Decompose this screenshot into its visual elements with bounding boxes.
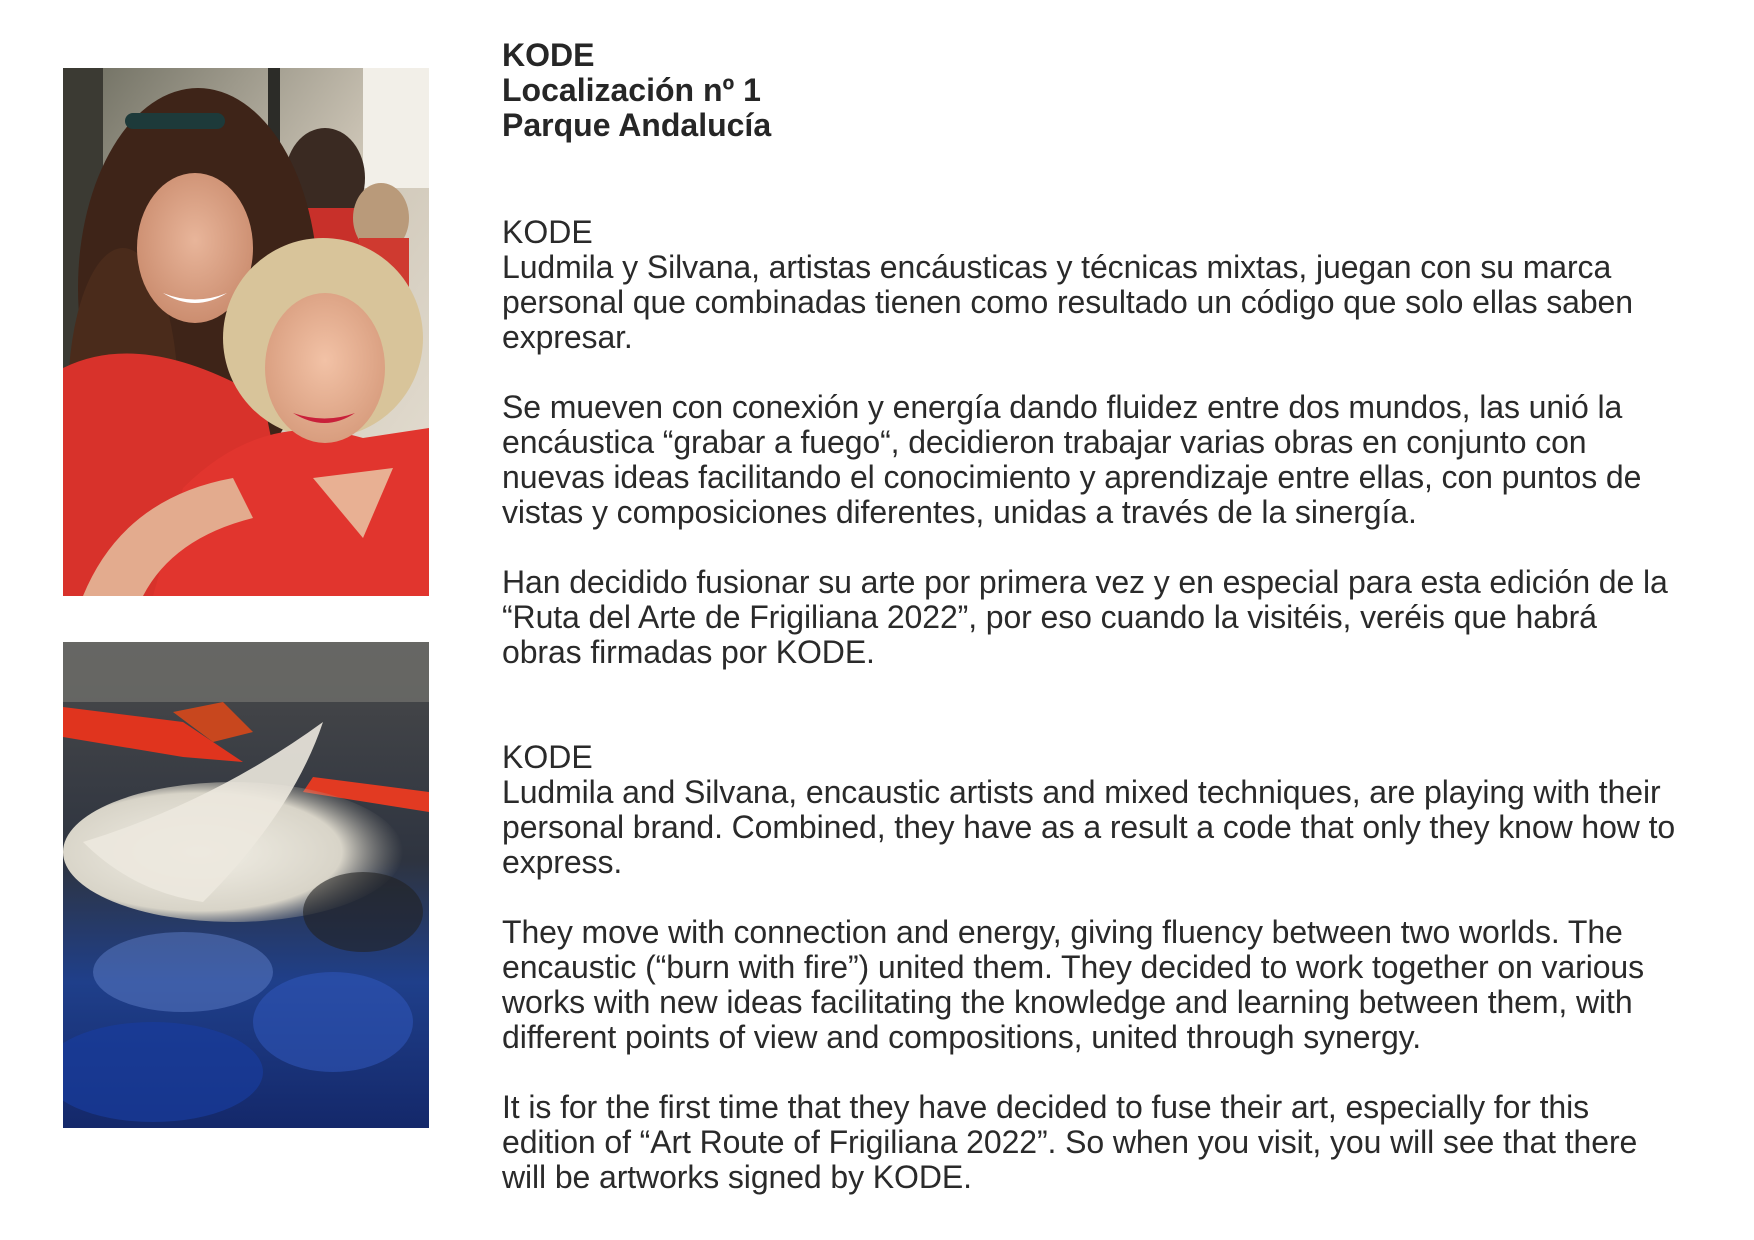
english-paragraph-2: They move with connection and energy, giving fluency between two worlds. The encaustic (“burn with fire”) united them. They decided to work together on various works with new ideas facilitating the knowledge and learning between them, with different points of view and compositions, united through synergy.	[502, 914, 1645, 1055]
english-section	[502, 740, 1682, 1195]
english-paragraph-1: Ludmila and Silvana, encaustic artists and mixed techniques, are playing with their personal brand. Combined, they have as a result a code that only they know how to express.	[502, 774, 1676, 880]
artist-name-heading: KODE	[502, 37, 595, 73]
english-paragraph-3: It is for the first time that they have decided to fuse their art, especially for this edition of “Art Route of Frigiliana 2022”. So when you visit, you will see that there will be artworks signed by KODE.	[502, 1089, 1638, 1195]
location-heading	[502, 38, 1682, 143]
artwork-photo	[63, 642, 429, 1128]
spanish-paragraph-2: Se mueven con conexión y energía dando fluidez entre dos mundos, las unió la encáustica “grabar a fuego“, decidieron trabajar varias obras en conjunto con nuevas ideas facilitando el conocimiento y aprendizaje entre ellas, con puntos de vistas y composiciones diferentes, unidas a través de la sinergía.	[502, 389, 1642, 530]
text-column	[502, 38, 1682, 1195]
spanish-section	[502, 215, 1682, 670]
spanish-paragraph-3: Han decidido fusionar su arte por primera vez y en especial para esta edición de la “Ruta del Arte de Frigiliana 2022”, por eso cuando la visitéis, veréis que habrá obras firmadas por KODE.	[502, 564, 1668, 670]
artists-photo	[63, 68, 429, 596]
location-place: Parque Andalucía	[502, 107, 772, 143]
location-number: Localización nº 1	[502, 72, 761, 108]
english-title: KODE	[502, 739, 593, 775]
spanish-paragraph-1: Ludmila y Silvana, artistas encáusticas y técnicas mixtas, juegan con su marca personal que combinadas tienen como resultado un código que solo ellas saben expresar.	[502, 249, 1633, 355]
spanish-title: KODE	[502, 214, 593, 250]
